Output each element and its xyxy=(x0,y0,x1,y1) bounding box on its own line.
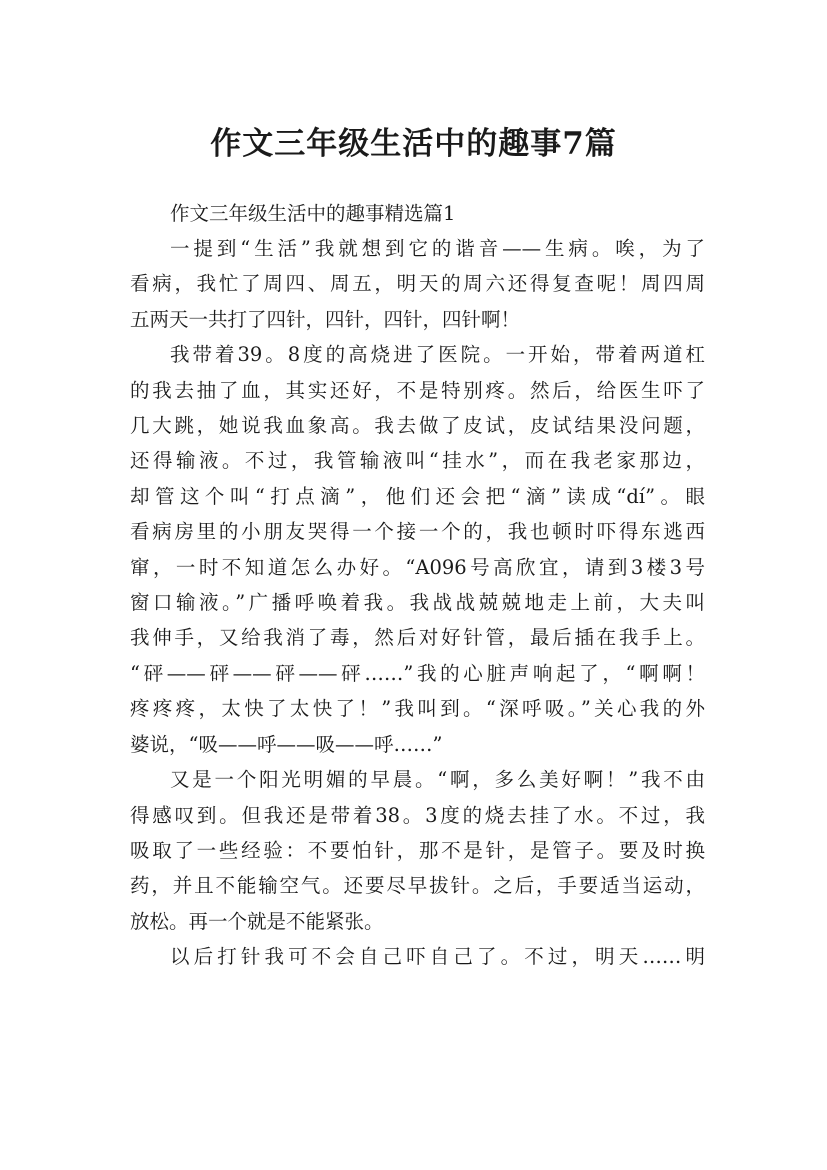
paragraph-line: 窜，一时不知道怎么办好。“A096号高欣宜，请到3楼3号 xyxy=(130,555,705,579)
paragraph-4 xyxy=(130,939,705,974)
document-title: 作文三年级生活中的趣事7篇 xyxy=(210,125,617,162)
paragraph-2 xyxy=(130,337,705,762)
paragraph-line: 以后打针我可不会自己吓自己了。不过，明天……明 xyxy=(170,945,705,969)
paragraph-line: 吸取了一些经验：不要怕针，那不是针，是管子。要及时换 xyxy=(130,838,705,862)
document-body xyxy=(130,196,705,975)
paragraph-line: “砰——砰——砰——砰……”我的心脏声响起了，“啊啊！ xyxy=(130,661,705,685)
paragraph-line: 我带着39。8度的高烧进了医院。一开始，带着两道杠 xyxy=(170,343,705,367)
paragraph-line: 还得输液。不过，我管输液叫“挂水”，而在我老家那边， xyxy=(130,449,705,473)
section-heading: 作文三年级生活中的趣事精选篇1 xyxy=(170,202,456,225)
paragraph-line: 看病房里的小朋友哭得一个接一个的，我也顿时吓得东逃西 xyxy=(130,520,705,544)
paragraph-line: 疼疼疼，太快了太快了！”我叫到。“深呼吸。”关心我的外 xyxy=(130,697,705,721)
paragraph-line: 却管这个叫“打点滴”，他们还会把“滴”读成“dí”。眼 xyxy=(130,484,705,508)
paragraph-1 xyxy=(130,231,705,337)
paragraph-line: 一提到“生活”我就想到它的谐音——生病。唉，为了 xyxy=(170,237,705,260)
paragraph-line: 五两天一共打了四针，四针，四针，四针啊！ xyxy=(130,307,521,331)
paragraph-line: 得感叹到。但我还是带着38。3度的烧去挂了水。不过，我 xyxy=(130,803,705,827)
paragraph-line: 看病，我忙了周四、周五，明天的周六还得复查呢！周四周 xyxy=(130,272,705,296)
paragraph-line: 婆说，“吸——呼——吸——呼……” xyxy=(130,732,443,756)
paragraph-line: 又是一个阳光明媚的早晨。“啊，多么美好啊！”我不由 xyxy=(170,768,705,792)
paragraph-3 xyxy=(130,762,705,939)
paragraph-line: 窗口输液。”广播呼唤着我。我战战兢兢地走上前，大夫叫 xyxy=(130,591,705,615)
paragraph-line: 几大跳，她说我血象高。我去做了皮试，皮试结果没问题， xyxy=(130,414,705,438)
paragraph-line: 的我去抽了血，其实还好，不是特别疼。然后，给医生吓了 xyxy=(130,378,705,402)
paragraph-line: 放松。再一个就是不能紧张。 xyxy=(130,909,384,933)
paragraph-line: 我伸手，又给我消了毒，然后对好针管，最后插在我手上。 xyxy=(130,626,705,650)
paragraph-line: 药，并且不能输空气。还要尽早拔针。之后，手要适当运动， xyxy=(130,874,705,898)
